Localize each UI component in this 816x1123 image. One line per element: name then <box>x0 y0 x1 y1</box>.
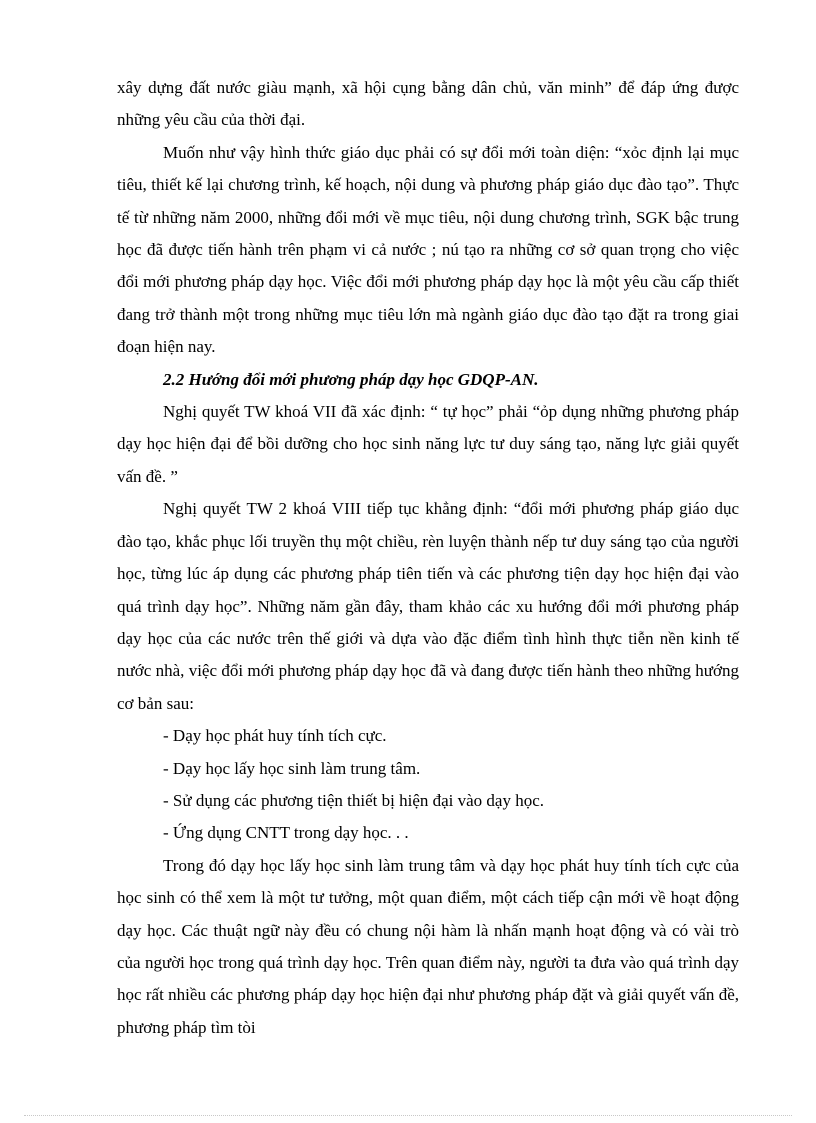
paragraph-education-reform: Muốn như vậy hình thức giáo dục phải có sự đổi mới toàn diện: “xỏc định lại mục tiêu, thiết kế lại chương trình, kế hoạch, nội dung và phương pháp giáo dục đào tạo”. Thực tế từ những năm 2000, những đổi mới về mục tiêu, nội dung chương trình, SGK bậc trung học đã được tiến hành trên phạm vi cả nước ; nú tạo ra những cơ sở quan trọng cho việc đổi mới phương pháp dạy học. Việc đổi mới phương pháp dạy học là một yêu cầu cấp thiết đang trở thành một trong những mục tiêu lớn mà ngành giáo dục đào tạo đặt ra trong giai đoạn hiện nay. <box>117 142 739 357</box>
paragraph-resolution-vii: Nghị quyết TW khoá VII đã xác định: “ tự học” phải “ỏp dụng những phương pháp dạy học hiện đại để bồi dưỡng cho học sinh năng lực tư duy sáng tạo, năng lực giải quyết vấn đề. ” <box>117 402 739 486</box>
paragraph-learner-centered: Trong đó dạy học lấy học sinh làm trung tâm và dạy học phát huy tính tích cực của học sinh có thể xem là một tư tưởng, một quan điểm, một cách tiếp cận mới về hoạt động dạy học. Các thuật ngữ này đều có chung nội hàm là nhấn mạnh hoạt động và có vài trò của người học trong quá trình dạy học. Trên quan điểm này, người ta đưa vào quá trình dạy học rất nhiều các phương pháp dạy học hiện đại như phương pháp đặt và giải quyết vấn đề, phương pháp tìm tòi <box>117 855 739 1037</box>
paragraph-resolution-viii: Nghị quyết TW 2 khoá VIII tiếp tục khẳng định: “đổi mới phương pháp giáo dục đào tạo, khắc phục lối truyền thụ một chiều, rèn luyện thành nếp tư duy sáng tạo của người học, từng lúc áp dụng các phương pháp tiên tiến và các phương tiện dạy học hiện đại vào quá trình dạy học”. Những năm gần đây, tham khảo các xu hướng đổi mới phương pháp dạy học của các nước trên thế giới và dựa vào đặc điểm tình hình thực tiễn nền kinh tế nước nhà, việc đổi mới phương pháp dạy học đã và đang được tiến hành theo những hướng cơ bản sau: <box>117 499 739 713</box>
list-item: - Dạy học phát huy tính tích cực. <box>163 726 387 746</box>
list-item: - Sử dụng các phương tiện thiết bị hiện đại vào dạy học. <box>163 790 545 810</box>
document-page <box>117 72 739 1044</box>
paragraph-continuation: xây dựng đất nước giàu mạnh, xã hội cụng bằng dân chủ, văn minh” để đáp ứng được những yêu cầu của thời đại. <box>117 78 739 130</box>
page-footer-divider <box>24 1115 792 1116</box>
list-item: - Ứng dụng CNTT trong dạy học. . . <box>163 823 409 843</box>
list-item: - Dạy học lấy học sinh làm trung tâm. <box>163 758 421 778</box>
section-heading: 2.2 Hướng đổi mới phương pháp dạy học GDQP-AN. <box>163 369 539 389</box>
